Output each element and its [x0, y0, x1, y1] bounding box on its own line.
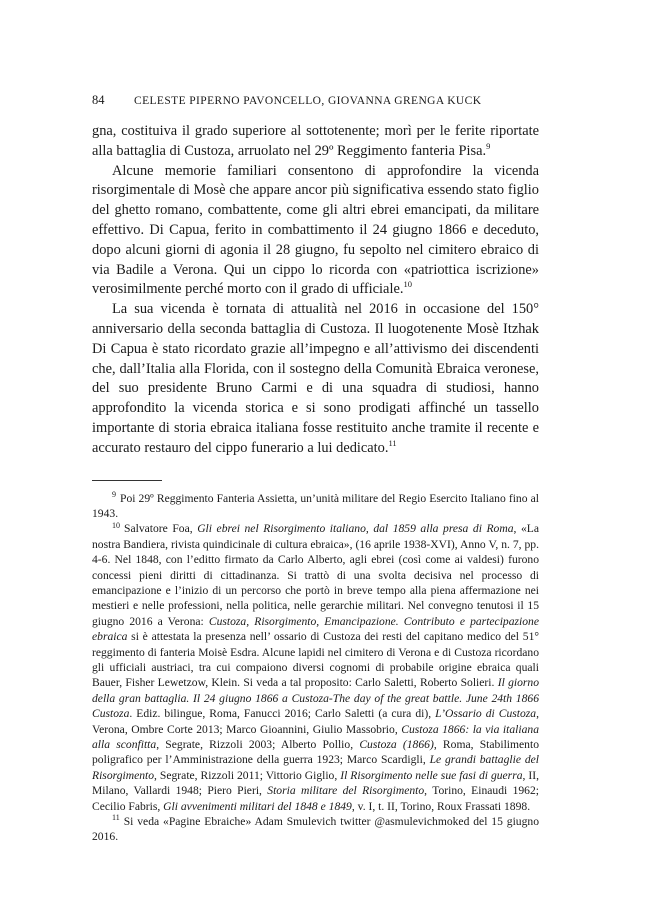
paragraph-3: La sua vicenda è tornata di attualità nel 2016 in occasione del 150° anniversario della seconda battaglia di Custoza. Il luogotenente Mosè Itzhak Di Capua è stato ricordato grazie all’impegno e all’attivismo dei discendenti che, dall’Italia alla Florida, con il sostegno della Comunità Ebraica veronese, del suo presidente Bruno Carmi e di una squadra di studiosi, hanno approfondito la vicenda storica e si sono prodigati affinché un tassello importante di storia ebraica italiana fosse restituito anche tramite il recente e accurato restauro del cippo funerario a lui dedicato.$^{11}$: [92, 301, 539, 456]
citation-title: Custoza, Risorgimento, Emancipazione. Contributo e partecipazione ebraica: [92, 614, 539, 644]
citation-title: Custoza (1866): [359, 738, 434, 752]
citation-title: Custoza 1866: la via italiana alla sconfitta: [92, 722, 539, 752]
footnote-10: $^{10}$ Salvatore Foa, Gli ebrei nel Risorgimento italiano, dal 1859 alla presa di Roma, «La nostra Bandiera, rivista quindicinale di cultura ebraica», (16 aprile 1938-XVI), Anno V, n. 7, pp. 4-6. Nel 1848, con l’editto firmato da Carlo Alberto, agli ebrei (così come ai valdesi) furono concessi pieni diritti di cittadinanza. Si trattò di una svolta decisiva nel processo di emancipazione e l’inizio di un percorso che portò in breve tempo alla piena affermazione nei mestieri e nelle professioni, nella politica, nelle gerarchie militari. Nel convegno tenutosi il 15 giugno 2016 a Verona: Custoza, Risorgimento, Emancipazione. Contributo e partecipazione ebraica si è attestata la presenza nell’ ossario di Custoza dei resti del capitano medico del 51° reggimento di fanteria Moisè Esdra. Alcune lapidi nel cimitero di Verona e di Custoza ricordano gli ufficiali austriaci, tra cui compaiono diversi cognomi di probabile origine ebraica quali Bauer, Fisher Lewetzow, Klein. Si veda a tal proposito: Carlo Saletti, Roberto Solieri. Il giorno della gran battaglia. Il 24 giugno 1866 a Custoza-The day of the great battle. June 24th 1866 Custoza. Ediz. bilingue, Roma, Fanucci 2016; Carlo Saletti (a cura di), L’Ossario di Custoza, Verona, Ombre Corte 2013; Marco Gioannini, Giulio Massobrio, Custoza 1866: la via italiana alla sconfitta, Segrate, Rizzoli 2003; Alberto Pollio, Custoza (1866), Roma, Stabilimento poligrafico per l’Amministrazione della guerra 1923; Marco Scardigli, Le grandi battaglie del Risorgimento, Segrate, Rizzoli 2011; Vittorio Giglio, Il Risorgimento nelle sue fasi di guerra, II, Milano, Vallardi 1948; Piero Pieri, Storia militare del Risorgimento, Torino, Einaudi 1962; Cecilio Fabris, Gli avvenimenti militari del 1848 e 1849, v. I, t. II, Torino, Roux Frassati 1898.: [92, 520, 540, 813]
page-number: 84: [92, 93, 105, 107]
running-head-authors: CELESTE PIPERNO PAVONCELLO, GIOVANNA GRENGA KUCK: [134, 95, 482, 107]
main-text: [92, 122, 539, 459]
footnote-divider: [92, 480, 162, 481]
footnote-number: 10: [112, 520, 120, 530]
page: [92, 93, 539, 845]
footnote-9: $^9$ Poi 29º Reggimento Fanteria Assietta, un’unità militare del Regio Esercito Italiano fino al 1943.: [92, 489, 539, 520]
footnote-ref-10[interactable]: 10: [403, 279, 412, 290]
footnotes: [92, 491, 539, 845]
paragraph-2: Alcune memorie familiari consentono di approfondire la vicenda risorgimentale di Mosè che appare ancor più significativa essendo stato figlio del ghetto romano, combattente, come gli altri ebrei emancipati, da militare effettivo. Di Capua, ferito in combattimento il 24 giugno 1866 e deceduto, dopo alcuni giorni di agonia il 28 giugno, fu sepolto nel cimitero ebraico di via Badile a Verona. Qui un cippo lo ricorda con «patriottica iscrizione» verosimilmente perché morto con il grado di ufficiale.$^{10}$: [92, 162, 539, 298]
citation-title: L’Ossario di Custoza: [435, 707, 537, 721]
citation-title: Gli ebrei nel Risorgimento italiano, dal 1859 alla presa di Roma: [197, 522, 514, 536]
citation-title: Il giorno della gran battaglia. Il 24 giugno 1866 a Custoza-The day of the great battle. June 24th 1866 Custoza: [92, 676, 539, 721]
paragraph-1: gna, costituiva il grado superiore al sottotenente; morì per le ferite riportate alla battaglia di Custoza, arruolato nel 29º Reggimento fanteria Pisa.$^9$: [92, 123, 539, 159]
citation-title: Il Risorgimento nelle sue fasi di guerra: [340, 768, 523, 782]
citation-title: Gli avvenimenti militari del 1848 e 1849: [163, 799, 352, 813]
footnote-number: 11: [112, 813, 120, 823]
citation-title: Le grandi battaglie del Risorgimento: [92, 753, 539, 782]
footnote-ref-11[interactable]: 11: [388, 437, 397, 448]
citation-title: Storia militare del Risorgimento: [267, 784, 425, 798]
footnote-ref-9[interactable]: 9: [486, 141, 491, 151]
footnote-11: $^{11}$ Si veda «Pagine Ebraiche» Adam Smulevich twitter @asmulevichmoked del 15 giugno 2016.: [92, 813, 539, 844]
running-header: [92, 93, 539, 108]
footnote-number: 9: [112, 489, 116, 499]
